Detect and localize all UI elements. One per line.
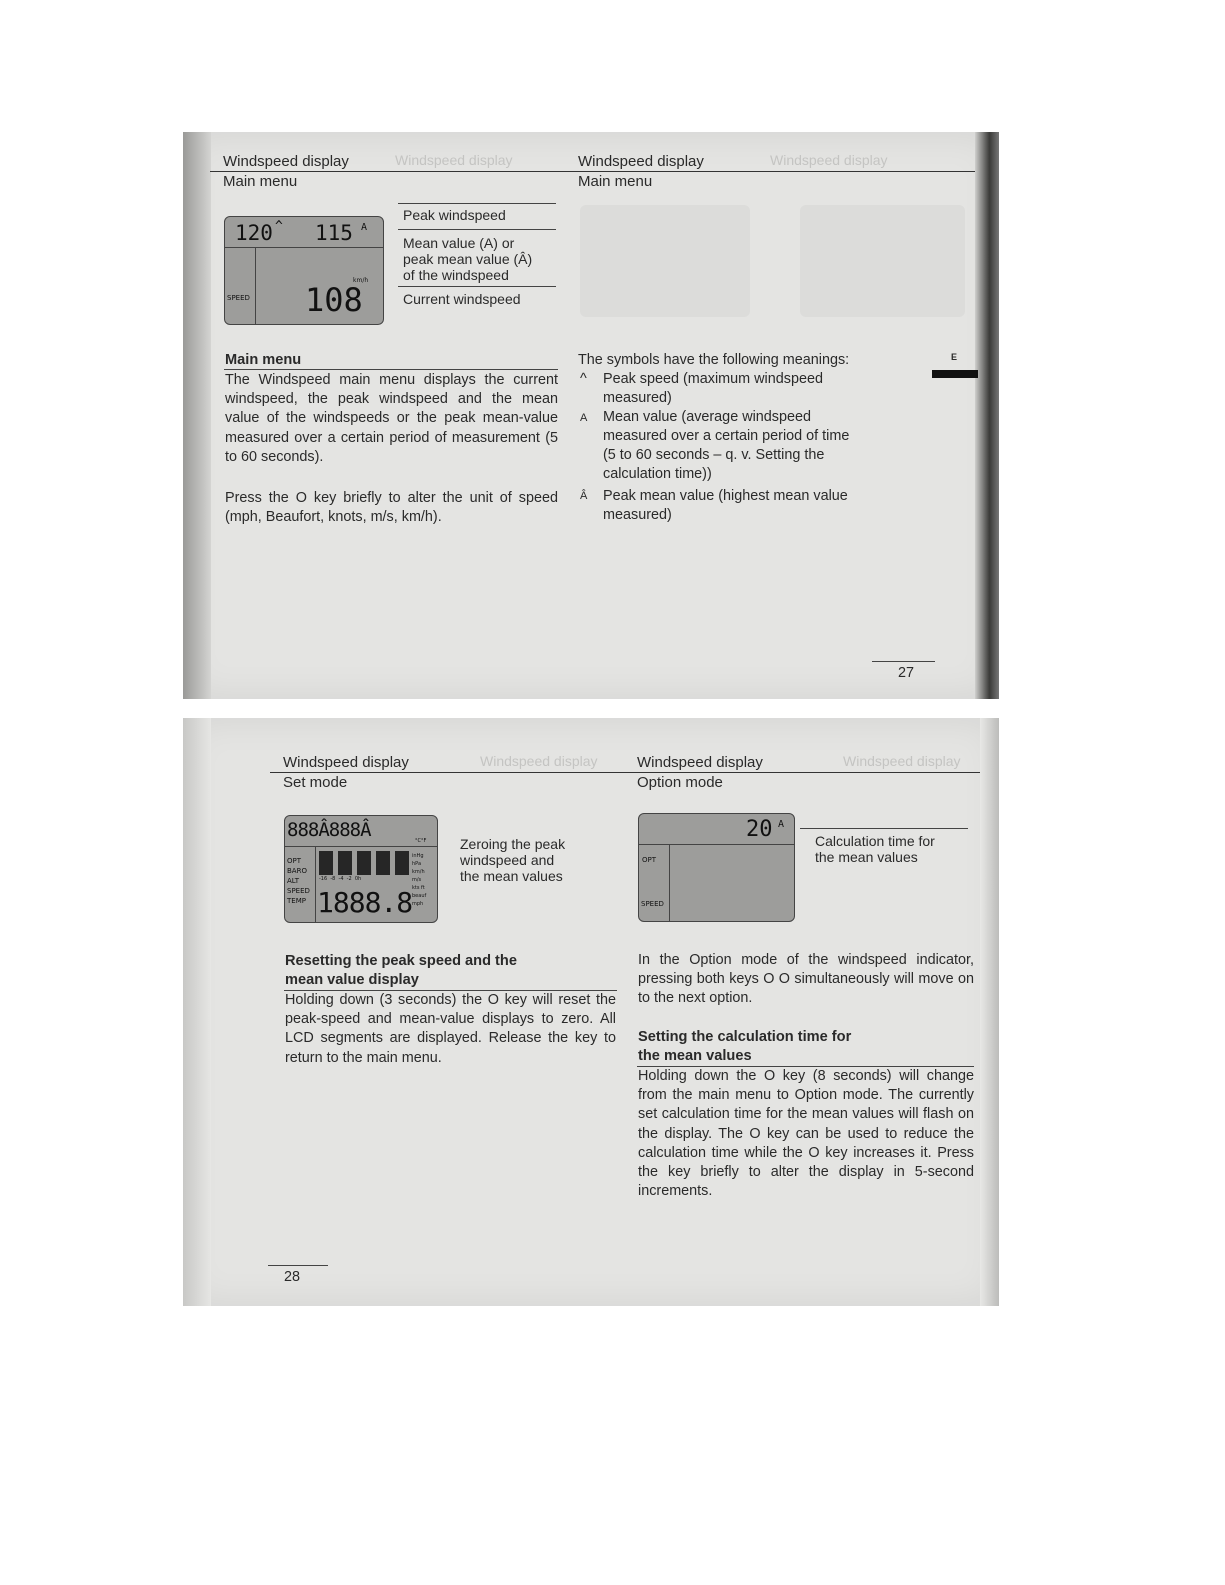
symbol-mean-text-2: measured over a certain period of time: [603, 428, 850, 444]
section-tab-letter: E: [951, 352, 958, 362]
bleed-through-text: Windspeed display: [395, 152, 513, 168]
bleed-through-lcd: [800, 205, 965, 317]
symbol-peak-mean-icon: Â: [580, 490, 588, 502]
lcd-option-mode: [638, 813, 795, 922]
symbol-peak-text-2: measured): [603, 390, 672, 406]
caption-current-windspeed: Current windspeed: [403, 291, 521, 307]
lcd-top-segments: 888Â888Â: [287, 819, 371, 841]
lcd-mean-value: 115: [315, 221, 353, 245]
caption-mean-value-1: Mean value (A) or: [403, 235, 515, 251]
calc-heading-line-1: Setting the calculation time for: [638, 1029, 852, 1045]
lcd-all-segments: [284, 815, 438, 923]
lcd-temp-units: °C°F: [415, 838, 427, 844]
lcd-calc-time-value: 20: [746, 817, 773, 842]
symbol-peak-mean-text-2: measured): [603, 507, 672, 523]
lcd-unit-beauf: beauf: [412, 893, 427, 899]
page-27-right-header-subtitle: Main menu: [578, 173, 653, 190]
lcd-speed-label: SPEED: [227, 294, 250, 302]
lcd-bottom-segments: 1888.8: [317, 886, 413, 919]
bleed-through-text: Windspeed display: [770, 152, 888, 168]
lcd-scale: -16 -8 -4 -2 0h: [319, 876, 362, 882]
lcd-bargraph: [319, 851, 409, 875]
lcd-label-alt: ALT: [287, 877, 300, 885]
lcd-current-value: 108: [305, 281, 363, 319]
main-menu-paragraph: The Windspeed main menu displays the current windspeed, the peak windspeed and the mean value of the windspeeds or the peak mean-value measured over a certain period of measurement (5 to 60 seconds).: [225, 372, 558, 465]
lcd-label-speed: SPEED: [641, 900, 664, 908]
symbol-mean-text-1: Mean value (average windspeed: [603, 409, 811, 425]
symbol-mean-text-4: calculation time)): [603, 466, 712, 482]
page-number-rule: [268, 1265, 328, 1266]
lcd-unit-inhg: inHg: [412, 853, 424, 859]
lcd-label-opt: OPT: [642, 856, 657, 864]
binding-shadow-right: [975, 132, 999, 699]
lcd-label-baro: BARO: [287, 867, 307, 875]
caption-peak-windspeed: Peak windspeed: [403, 207, 506, 223]
binding-shadow-left: [183, 132, 211, 699]
page-28-left-header-subtitle: Set mode: [283, 774, 348, 791]
caption-rule: [398, 203, 556, 204]
symbol-mean-text-3: (5 to 60 seconds – q. v. Setting the: [603, 447, 825, 463]
page-28-left-header-title: Windspeed display: [283, 754, 409, 771]
symbol-mean-icon: A: [580, 412, 588, 424]
lcd-label-temp: TEMP: [287, 897, 306, 905]
lcd-unit-kmh: km/h: [412, 869, 425, 875]
mean-symbol: A: [778, 819, 785, 830]
main-menu-heading: Main menu: [225, 352, 302, 368]
symbol-peak-mean-text-1: Peak mean value (highest mean value: [603, 488, 848, 504]
header-rule: [210, 171, 975, 172]
lcd-peak-value: 120: [235, 221, 273, 245]
page-27-left-header-title: Windspeed display: [223, 153, 349, 170]
reset-paragraph: Holding down (3 seconds) the O key will reset the peak-speed and mean-value displays to zero. All LCD segments are displayed. Release the key to return to the main menu.: [285, 992, 616, 1066]
page-27-left-header-subtitle: Main menu: [223, 173, 298, 190]
lcd-label-opt: OPT: [287, 857, 302, 865]
bleed-through-text: Windspeed display: [843, 753, 961, 769]
symbol-peak-icon: ^: [580, 371, 587, 387]
section-tab-marker: [932, 370, 978, 378]
page-number-28: 28: [284, 1269, 301, 1285]
reset-heading-line-1: Resetting the peak speed and the: [285, 953, 517, 969]
caption-rule: [398, 229, 556, 230]
caption-zeroing-2: windspeed and: [460, 852, 555, 868]
lcd-unit-ms: m/s: [412, 877, 422, 883]
caption-mean-value-3: of the windspeed: [403, 267, 509, 283]
page-28-right-header-subtitle: Option mode: [637, 774, 723, 791]
caption-rule: [800, 828, 968, 829]
lcd-row-labels: [287, 856, 315, 906]
page-number-27: 27: [898, 665, 915, 681]
page-28-right-header-title: Windspeed display: [637, 754, 763, 771]
lcd-unit-mph: mph: [412, 901, 424, 907]
calc-time-paragraph: Holding down the O key (8 seconds) will change from the main menu to Option mode. The currently set calculation time for the mean values will flash on the display. The O key can be used to reduce the calculation time while the O key increases it. Press the key briefly to alter the display in 5-second increments.: [638, 1068, 974, 1200]
caption-zeroing-1: Zeroing the peak: [460, 836, 566, 852]
peak-symbol: ^: [275, 219, 283, 234]
bleed-through-lcd: [580, 205, 750, 317]
caption-calc-time-1: Calculation time for: [815, 833, 935, 849]
lcd-unit-hpa: hPa: [412, 861, 422, 867]
caption-zeroing-3: the mean values: [460, 868, 563, 884]
unit-paragraph: Press the O key briefly to alter the unit of speed (mph, Beaufort, knots, m/s, km/h).: [225, 490, 558, 526]
option-mode-paragraph: In the Option mode of the windspeed indicator, pressing both keys O O simultaneously will move on to the next option.: [638, 952, 974, 1007]
lcd-unit-list: [412, 852, 436, 908]
symbols-intro: The symbols have the following meanings:: [578, 352, 850, 368]
binding-shadow-left: [183, 718, 211, 1306]
mean-symbol: A: [361, 222, 368, 233]
heading-rule: [224, 369, 558, 370]
header-rule: [270, 772, 980, 773]
lcd-main-menu: [224, 216, 384, 325]
page-27-right-header-title: Windspeed display: [578, 153, 704, 170]
bleed-through-text: Windspeed display: [480, 753, 598, 769]
lcd-label-speed: SPEED: [287, 887, 310, 895]
symbol-peak-text-1: Peak speed (maximum windspeed: [603, 371, 823, 387]
reset-heading-line-2: mean value display: [285, 972, 419, 988]
caption-mean-value-2: peak mean value (Â): [403, 251, 533, 267]
calc-heading-line-2: the mean values: [638, 1048, 752, 1064]
caption-rule: [398, 286, 556, 287]
lcd-unit-kts-ft: kts ft: [412, 885, 425, 891]
caption-calc-time-2: the mean values: [815, 849, 918, 865]
binding-shadow-right: [980, 718, 999, 1306]
page-number-rule: [872, 661, 935, 662]
lcd-unit: km/h: [353, 277, 369, 284]
